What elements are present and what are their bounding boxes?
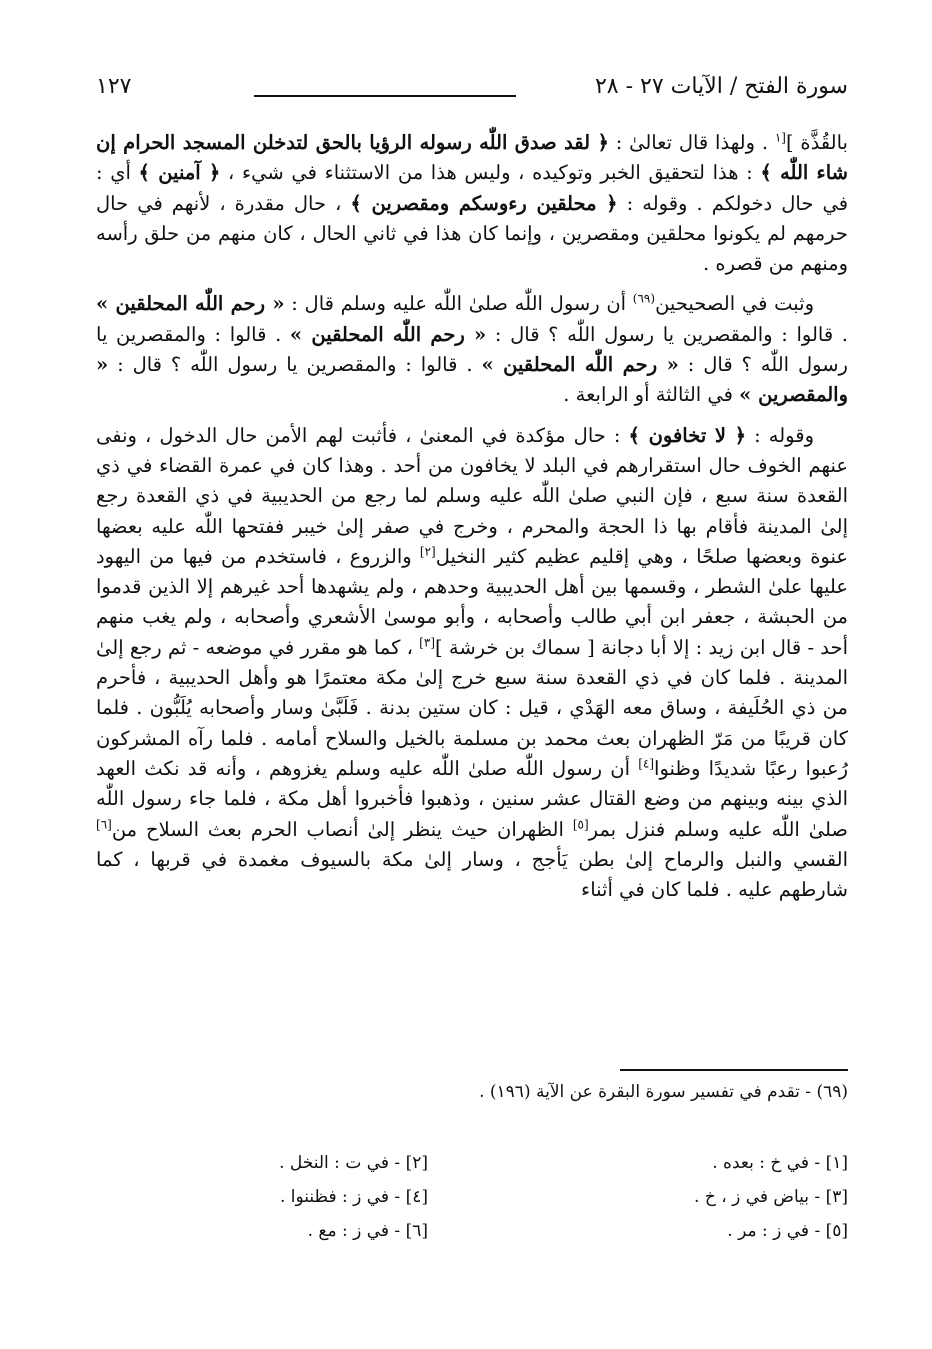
text-run: وقوله : xyxy=(746,423,814,447)
hadith-quote: « رحم اللّٰه المحلقين » xyxy=(481,353,679,377)
footnote-ref: [٣] xyxy=(419,635,435,650)
text-run: والزروع ، فاستخدم من فيها من اليهود عليها علىٰ الشطر ، وقسمها بين أهل الحديبية وحدهم ، ولم يشهدها أحد غيرهم إلا الذين قدموا من الحبشة ، جعفر ابن أبي طالب وأصحابه ، وأبو موسىٰ الأشعري وأصحابه ، ولم يغب منهم أحد - قال ابن زيد : إلا أبا دجانة [ سماك بن خرشة ] xyxy=(96,544,848,659)
hadith-quote: « رحم اللّٰه المحلقين » xyxy=(289,322,487,346)
footnote-item: [٤] - في ز : فظننوا . xyxy=(279,1187,428,1207)
header-rule xyxy=(254,95,516,97)
footnote-ref: [١ xyxy=(774,130,786,145)
quran-quote: ﴿ لا تخافون ﴾ xyxy=(628,423,747,447)
footnote-ref: [٥] xyxy=(572,817,589,832)
footnote-ref: (٦٩) xyxy=(632,291,656,306)
text-run: . قالوا : والمقصرين يا رسول اللّٰه ؟ قال : xyxy=(96,322,848,377)
footnote-item: [٦] - في ز : مع . xyxy=(307,1221,428,1241)
text-run: أن رسول اللّٰه صلىٰ اللّٰه عليه وسلم يغزوهم ، وأنه قد نكث العهد الذي بينه وبينهم من وضع القتال عشر سنين ، وذهبوا فأخبروا أهل مكة ، فلما جاء رسول اللّٰه صلىٰ اللّٰه عليه وسلم فنزل بمر xyxy=(96,756,848,841)
text-run: القسي والنبل والرماح إلىٰ بطن يَأجج ، وسار إلىٰ مكة بالسيوف مغمدة في قربها ، كما شارطهم عليه . فلما كان في أثناء xyxy=(96,847,848,902)
text-run: بالقُذَّة ] xyxy=(785,131,848,154)
text-run: . ولهذا قال تعالىٰ : xyxy=(608,131,775,154)
header-title: سورة الفتح / الآيات ٢٧ - ٢٨ xyxy=(594,74,848,99)
footnote-item: [٥] - في ز : مر . xyxy=(727,1221,848,1241)
footnote-item: [٣] - بياض في ز ، خ . xyxy=(694,1187,848,1207)
paragraph-2 xyxy=(96,289,848,410)
footnote-main: (٦٩) - تقدم في تفسير سورة البقرة عن الآية (١٩٦) . xyxy=(479,1082,848,1102)
text-run: ، حال مقدرة ، لأنهم في حال حرمهم لم يكونوا محلقين ومقصرين ، وإنما كان هذا في ثاني الحال ، كان منهم من حلق رأسه ومنهم من قصره . xyxy=(96,191,848,276)
hadith-quote: « والمقصرين » xyxy=(96,353,848,407)
hadith-quote: « رحم اللّٰه المحلقين » xyxy=(96,292,285,316)
text-run: : هذا لتحقيق الخبر وتوكيده ، وليس هذا من الاستثناء في شيء ، xyxy=(220,161,761,185)
footnote-rule xyxy=(620,1069,848,1071)
quran-quote: ﴿ لقد صدق اللّٰه رسوله الرؤيا بالحق لتدخلن المسجد الحرام إن شاء اللّٰه ﴾ xyxy=(96,131,848,185)
text-run: . قالوا : والمقصرين يا رسول اللّٰه ؟ قال : xyxy=(108,353,482,377)
quran-quote: ﴿ آمنين ﴾ xyxy=(138,161,221,185)
footnote-ref: [٢] xyxy=(419,544,436,559)
footnote-item: [١] - في خ : بعده . xyxy=(712,1153,848,1173)
text-run: أي : في حال دخولكم . وقوله : xyxy=(96,161,849,215)
main-text xyxy=(96,128,848,905)
footnote-column-left xyxy=(98,1146,428,1248)
footnote-item: [٢] - في ت : النخل . xyxy=(279,1153,428,1173)
text-run: وثبت في الصحيحين xyxy=(655,292,814,316)
text-run: في الثالثة أو الرابعة . xyxy=(563,383,740,407)
running-header xyxy=(96,74,848,110)
footnote-column-right xyxy=(518,1146,848,1248)
text-run: ، كما هو مقرر في موضعه - ثم رجع إلىٰ المدينة . فلما كان في ذي القعدة سنة سبع خرج إلىٰ مكة معتمرًا هو وأهل الحديبية ، فأحرم من ذي الحُلَيفة ، وساق معه الهَدْي ، قيل : كان ستين بدنة . فَلَبَّىٰ وسار وأصحابه يُلَبُّون . فلما كان قريبًا من مَرّ الظهران بعث محمد بن مسلمة بالخيل والسلاح أمامه . فلما رآه المشركون رُعبوا رعبًا شديدًا وظنوا xyxy=(96,635,848,780)
text-run: أن رسول اللّٰه صلىٰ اللّٰه عليه وسلم قال : xyxy=(284,292,633,316)
footnote-ref: [٦] xyxy=(96,817,112,832)
page-number: ١٢٧ xyxy=(96,74,132,99)
text-run: . قالوا : والمقصرين يا رسول اللّٰه ؟ قال : xyxy=(486,322,848,346)
paragraph-1 xyxy=(96,128,848,279)
paragraph-3 xyxy=(96,421,848,906)
text-run: : حال مؤكدة في المعنىٰ ، فأثبت لهم الأمن حال الدخول ، ونفى عنهم الخوف حال استقرارهم في البلد لا يخافون من أحد . وهذا كان في عمرة القضاء في ذي القعدة سنة سبع ، فإن النبي صلىٰ اللّٰه عليه وسلم لما رجع من الحديبية في ذي القعدة رجع إلىٰ المدينة فأقام بها ذا الحجة والمحرم ، وخرج في صفر إلىٰ خيبر ففتحها اللّٰه عليه بعضها عنوة وبعضها صلحًا ، وهي إقليم عظيم كثير النخيل xyxy=(96,423,848,568)
quran-quote: ﴿ محلقين رءوسكم ومقصرين ﴾ xyxy=(350,191,618,215)
footnote-ref: [٤] xyxy=(638,756,655,771)
text-run: الظهران حيث ينظر إلىٰ أنصاب الحرم بعث السلاح من xyxy=(111,817,573,841)
